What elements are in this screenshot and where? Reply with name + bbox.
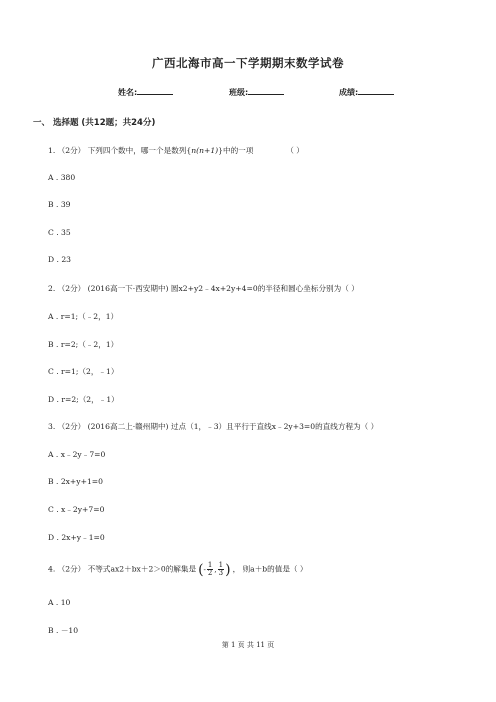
- fraction-2: [218, 562, 224, 577]
- option: C . 35: [48, 228, 71, 237]
- option: C . x﹣2y+7=0: [48, 505, 105, 514]
- question-4-text-end: ， 则a＋b的值是（ ）: [232, 564, 308, 574]
- question-2-stem: 2. （2分） (2016高一下·西安期中) 圆x2+y2﹣4x+2y+4=0的半径和圆心坐标分别为（ ）: [48, 284, 359, 293]
- option: A . r=1;（﹣2，1）: [48, 312, 119, 321]
- score-field: [339, 86, 394, 98]
- brace-close: ): [225, 561, 231, 578]
- fraction-1: [207, 562, 213, 577]
- denominator: 3: [218, 569, 224, 577]
- minus-sign: -: [203, 565, 206, 574]
- option: B . 2x+y+1=0: [48, 477, 103, 486]
- option: B . 39: [48, 200, 71, 209]
- option: A . x﹣2y﹣7=0: [48, 450, 106, 459]
- option: A . 380: [48, 173, 76, 182]
- question-4-stem: [48, 562, 308, 577]
- answer-paren: （ ）: [286, 146, 304, 155]
- name-blank: [137, 86, 173, 95]
- numerator: 1: [218, 561, 224, 569]
- solution-set: [198, 562, 230, 577]
- question-1-text-end: }中的一项: [218, 146, 254, 155]
- score-blank: [358, 86, 394, 95]
- class-label: 班级:: [229, 88, 249, 97]
- score-label: 成绩:: [339, 88, 359, 97]
- numerator: 1: [207, 561, 213, 569]
- question-3-stem: 3. （2分） (2016高二上·赣州期中) 过点（1，﹣3）且平行于直线x﹣2y+3=0的直线方程为（ ）: [48, 422, 379, 431]
- option: D . r=2;（2，﹣1）: [48, 395, 119, 404]
- question-1-stem: [48, 145, 304, 156]
- option: A . 10: [48, 598, 71, 607]
- option: B . r=2;（﹣2，1）: [48, 340, 119, 349]
- question-1-text: 1. （2分） 下列四个数中，哪一个是数列{: [48, 146, 192, 155]
- question-4-text: 4. （2分） 不等式ax2＋bx＋2＞0的解集是: [48, 564, 197, 574]
- option: D . 2x+y﹣1=0: [48, 533, 105, 542]
- section-heading: 一、 选择题 (共12题；共24分): [33, 118, 156, 128]
- page-title: 广西北海市高一下学期期末数学试卷: [152, 56, 344, 70]
- option: D . 23: [48, 255, 71, 264]
- class-blank: [248, 86, 284, 95]
- option: B . －10: [48, 626, 79, 635]
- class-field: [229, 86, 284, 98]
- question-1-formula: n(n+1): [191, 146, 219, 155]
- name-label: 姓名:: [118, 88, 138, 97]
- brace-open: (: [198, 561, 204, 578]
- denominator: 2: [207, 569, 213, 577]
- option: C . r=1;（2，﹣1）: [48, 367, 119, 376]
- separator: ,: [214, 565, 217, 574]
- page-footer: 第 1 页 共 11 页: [221, 641, 275, 649]
- name-field: [118, 86, 173, 98]
